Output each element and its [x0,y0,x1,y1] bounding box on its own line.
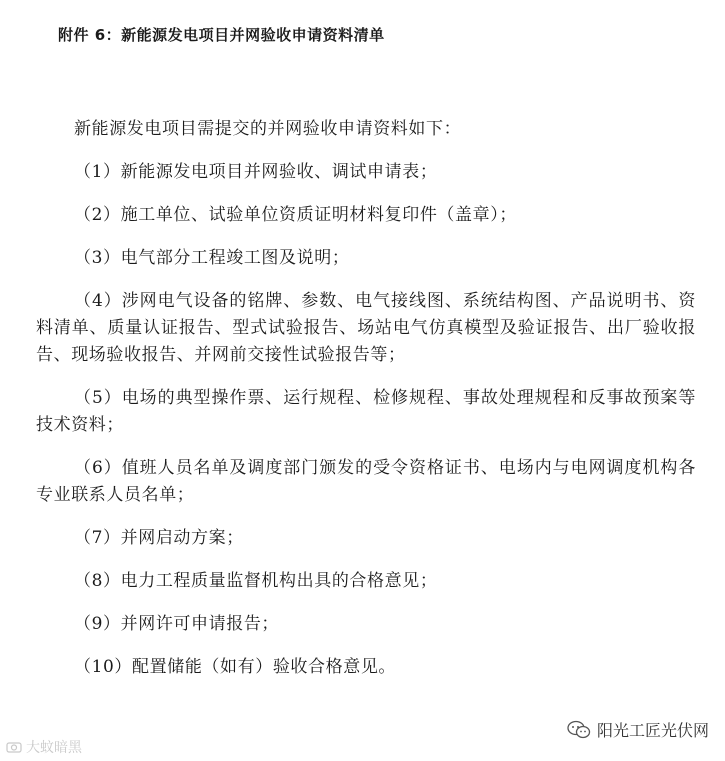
list-item: （5）电场的典型操作票、运行规程、检修规程、事故处理规程和反事故预案等技术资料； [36,388,696,435]
watermark-left-text: 大蚊暗黑 [26,740,82,756]
list-item: （9）并网许可申请报告； [74,614,280,634]
list-item: （7）并网启动方案； [74,528,244,548]
list-item: （4）涉网电气设备的铭牌、参数、电气接线图、系统结构图、产品说明书、资料清单、质量认证报告、型式试验报告、场站电气仿真模型及验证报告、出厂验收报告、现场验收报告、并网前交接性试验报告等； [36,291,696,365]
watermark-left [6,737,82,757]
watermark-right [567,718,709,741]
list-item: （3）电气部分工程竣工图及说明； [74,248,350,268]
watermark-right-text: 阳光工匠光伏网 [596,721,709,740]
list-item: （10）配置储能（如有）验收合格意见。 [74,657,397,677]
list-item: （6）值班人员名单及调度部门颁发的受令资格证书、电场内与电网调度机构各专业联系人员名单； [36,458,696,505]
camera-icon [6,741,22,753]
document-body [36,116,696,697]
intro-paragraph: 新能源发电项目需提交的并网验收申请资料如下： [74,119,462,139]
list-item: （1）新能源发电项目并网验收、调试申请表； [74,162,438,182]
document-title: 附件 6：新能源发电项目并网验收申请资料清单 [58,26,385,44]
list-item: （2）施工单位、试验单位资质证明材料复印件（盖章）； [74,205,517,225]
list-item: （8）电力工程质量监督机构出具的合格意见； [74,571,438,591]
wechat-icon [567,720,591,740]
